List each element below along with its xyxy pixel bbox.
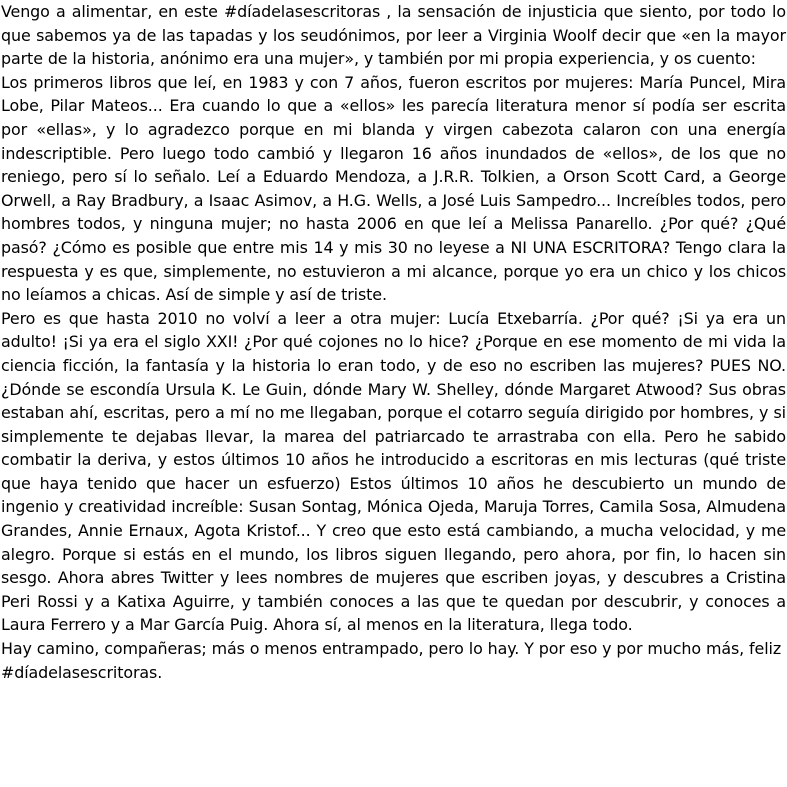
paragraph-first-books: Los primeros libros que leí, en 1983 y con 7 años, fueron escritos por mujeres: María Puncel, Mira Lobe, Pilar Mateos... Era cuando lo que a «ellos» les parecía literatura menor sí podía ser escrita por «ellas», y lo agradezco porque en mi blanda y virgen cabezota calaron con una energía indescriptible. Pero luego todo cambió y llegaron 16 años inundados de «ellos», de los que no reniego, pero sí lo señalo. Leí a Eduardo Mendoza, a J.R.R. Tolkien, a Orson Scott Card, a George Orwell, a Ray Bradbury, a Isaac Asimov, a H.G. Wells, a José Luis Sampedro... Increíbles todos, pero hombres todos, y ninguna mujer; no hasta 2006 en que leí a Melissa Panarello. ¿Por qué? ¿Qué pasó? ¿Cómo es posible que entre mis 14 y mis 30 no leyese a NI UNA ESCRITORA? Tengo clara la respuesta y es que, simplemente, no estuvieron a mi alcance, porque yo era un chico y los chicos no leíamos a chicas. Así de simple y así de triste. xyxy=(1,72,786,305)
paragraph-closing: Hay camino, compañeras; más o menos entrampado, pero lo hay. Y por eso y por mucho más, feliz #díadelasescritoras. xyxy=(1,639,782,682)
paragraph-since-2010: Pero es que hasta 2010 no volví a leer a otra mujer: Lucía Etxebarría. ¿Por qué? ¡Si ya era un adulto! ¡Si ya era el siglo XXI! ¿Por qué cojones no lo hice? ¿Porque en ese momento de mi vida la ciencia ficción, la fantasía y la historia lo eran todo, y de eso no escriben las mujeres? PUES NO. ¿Dónde se escondía Ursula K. Le Guin, dónde Mary W. Shelley, dónde Margaret Atwood? Sus obras estaban ahí, escritas, pero a mí no me llegaban, porque el cotarro seguía dirigido por hombres, y si simplemente te dejabas llevar, la marea del patriarcado te arrastraba con ella. Pero he sabido combatir la deriva, y estos últimos 10 años he introducido a escritoras en mis lecturas (qué triste que haya tenido que hacer un esfuerzo) Estos últimos 10 años he descubierto un mundo de ingenio y creatividad increíble: Susan Sontag, Mónica Ojeda, Maruja Torres, Camila Sosa, Almudena Grandes, Annie Ernaux, Agota Kristof... Y creo que esto está cambiando, a mucha velocidad, y me alegro. Porque si estás en el mundo, los libros siguen llegando, pero ahora, por fin, lo hacen sin sesgo. Ahora abres Twitter y lees nombres de mujeres que escriben joyas, y descubres a Cristina Peri Rossi y a Katixa Aguirre, y también conoces a las que te quedan por descubrir, y conoces a Laura Ferrero y a Mar García Puig. Ahora sí, al menos en la literatura, llega todo. xyxy=(1,308,786,635)
paragraph-intro: Vengo a alimentar, en este #díadelasescritoras , la sensación de injusticia que siento, por todo lo que sabemos ya de las tapadas y los seudónimos, por leer a Virginia Woolf decir que «en la mayor parte de la historia, anónimo era una mujer», y también por mi propia experiencia, y os cuento: xyxy=(1,2,786,69)
